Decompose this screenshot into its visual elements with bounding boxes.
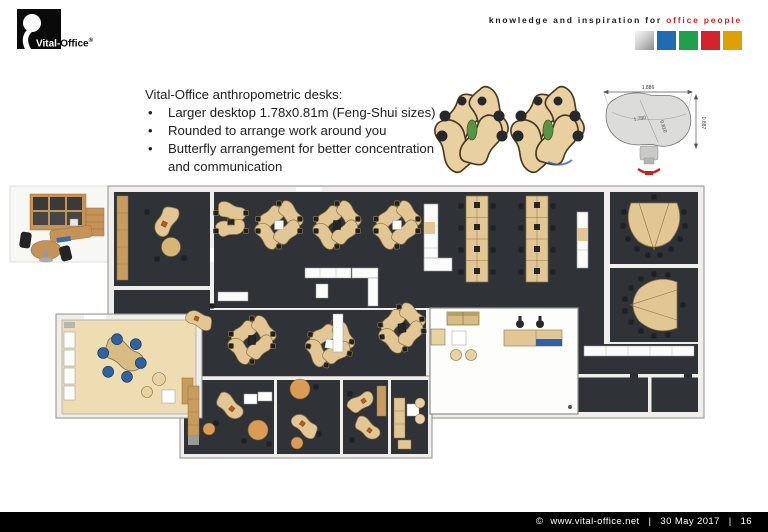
bullet-2-text: Rounded to arrange work around you	[168, 123, 387, 138]
product-photo	[10, 186, 116, 263]
logo-text-part1: Vital-	[36, 38, 61, 50]
footer-separator: |	[648, 516, 652, 527]
bullet-marker: •	[148, 141, 153, 156]
bullet-marker: •	[148, 105, 153, 120]
bullet-3-text: Butterfly arrangement for better concentration and communication	[168, 141, 435, 174]
dim-desk-depth: 0.810	[658, 119, 668, 134]
dimension-diagram	[604, 85, 706, 175]
white-showroom	[430, 308, 578, 414]
logo-text-part2: Office	[60, 38, 89, 50]
footer-url: www.vital-office.net	[550, 516, 640, 527]
desk-renders	[428, 83, 592, 175]
tagline-black: knowledge and inspiration for	[488, 15, 662, 25]
dim-desk-width: 1.780	[633, 114, 647, 124]
logo-registered: ®	[88, 38, 94, 44]
floor-plan	[56, 186, 704, 458]
butterfly-render-1	[428, 83, 516, 175]
content-title: Vital-Office anthropometric desks:	[145, 87, 343, 102]
footer-date: 30 May 2017	[660, 516, 720, 527]
footer-copyright: ©	[536, 516, 544, 527]
footer-bar	[0, 512, 768, 532]
footer-separator: |	[728, 516, 732, 527]
annex-room	[56, 314, 202, 418]
dim-overall-depth: 0.887	[700, 116, 706, 130]
dim-overall-width: 1.886	[641, 85, 655, 91]
tagline-red: office people	[666, 15, 742, 25]
footer-page-number: 16	[740, 516, 752, 527]
butterfly-render-2	[504, 83, 592, 175]
bullet-1-text: Larger desktop 1.78x0.81m (Feng-Shui sizes)	[168, 105, 436, 120]
bullet-marker: •	[148, 123, 153, 138]
